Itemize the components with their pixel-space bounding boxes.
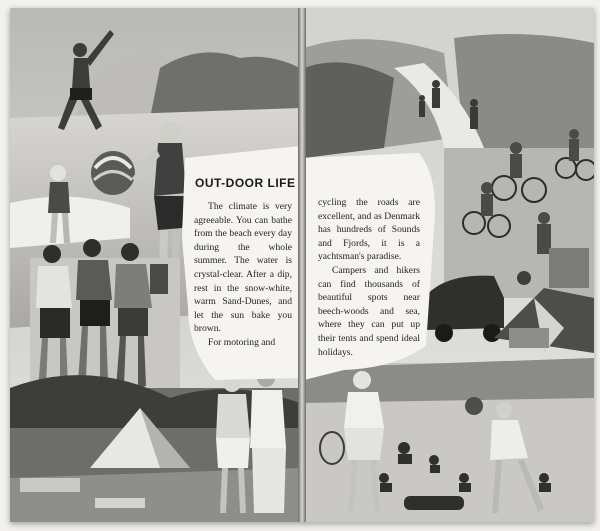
left-paragraph-1: The climate is very agreeable. You can bathe from the beach every day during the whole summer. The water is crystal-clear. After a dip, rest in the snow-white, warm Sand-Dunes, and let the sun bake you brown. xyxy=(194,201,292,335)
right-paragraph-2: Campers and hikers can find thousands of beautiful spots near beech-woods and sea, where they can put up their tents and spend ideal holidays. xyxy=(318,264,420,358)
left-paragraph-2: For motoring and xyxy=(208,336,276,348)
right-body-text xyxy=(318,196,420,359)
right-page xyxy=(304,8,594,522)
section-heading: OUT-DOOR LIFE xyxy=(195,176,296,190)
left-page xyxy=(10,8,300,522)
right-paragraph-1: cycling the roads are excellent, and as Denmark has hundreds of Sounds and Fjords, it is a yachtsman's paradise. xyxy=(318,197,420,263)
left-body-text xyxy=(194,200,292,350)
booklet-spread xyxy=(10,8,594,522)
booklet-spine xyxy=(298,8,306,522)
